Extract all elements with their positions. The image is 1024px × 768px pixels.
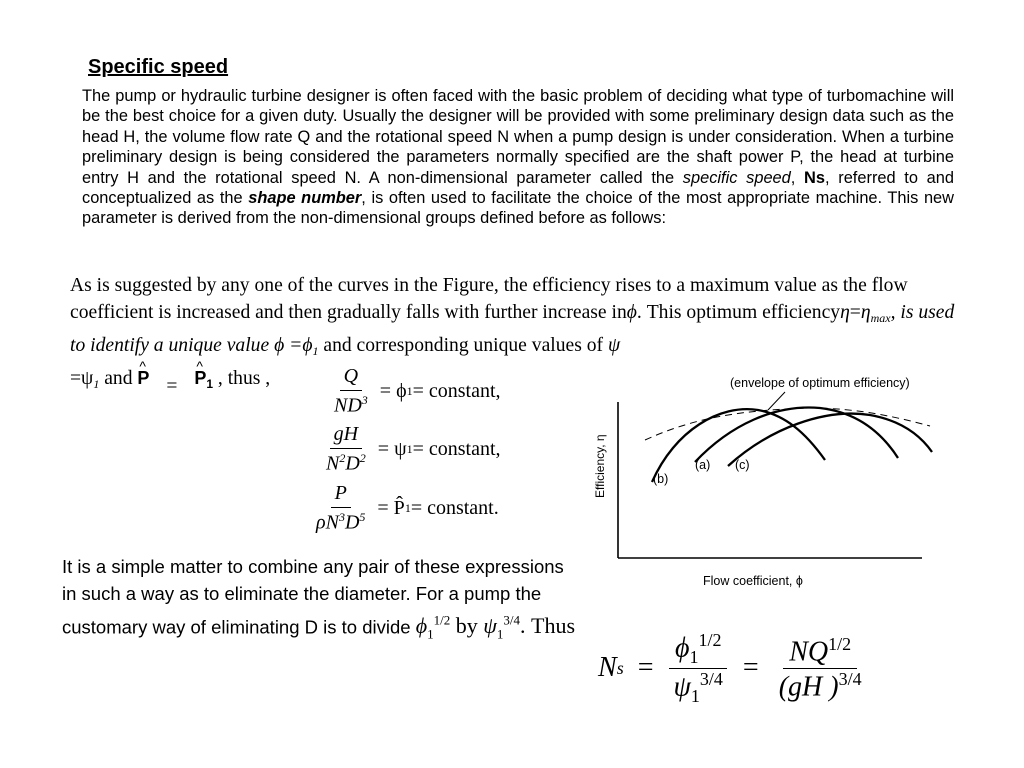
den-exponent-2: 5 bbox=[359, 510, 366, 524]
optimum-italic-text: , is used to identify a unique value bbox=[70, 302, 955, 356]
gh-text: (gH ) bbox=[778, 671, 839, 703]
ns-symbol: N bbox=[598, 652, 617, 684]
fraction-numerator bbox=[669, 630, 728, 669]
den-text-2: D bbox=[344, 511, 360, 534]
fraction-p bbox=[312, 482, 369, 535]
psi-subscript: 1 bbox=[690, 685, 700, 706]
envelope-label: (envelope of optimum efficiency) bbox=[730, 376, 910, 390]
thus-text: , thus , bbox=[213, 368, 271, 389]
psi-equals-psi1: =ψ bbox=[70, 368, 94, 389]
fraction-denominator bbox=[668, 669, 729, 707]
fraction-denominator bbox=[322, 449, 370, 476]
specific-speed-formula bbox=[598, 630, 876, 707]
fraction-denominator bbox=[330, 391, 372, 418]
optimum-text-3: and corresponding unique values of bbox=[318, 335, 608, 356]
rhs-constant: = constant. bbox=[410, 496, 499, 519]
phi-exponent: 1/2 bbox=[433, 613, 451, 628]
thus-text: . Thus bbox=[520, 613, 576, 639]
phi-subscript: 1 bbox=[427, 626, 434, 642]
equation-head-coefficient bbox=[322, 423, 501, 476]
rhs-constant: = constant, bbox=[412, 379, 501, 402]
intro-separator: , bbox=[790, 168, 805, 187]
rhs-symbol: = P̂ bbox=[377, 496, 405, 519]
eta-max-symbol: η bbox=[860, 302, 871, 323]
combine-inline-formula bbox=[415, 613, 576, 642]
fraction-numerator bbox=[783, 634, 857, 669]
intro-text-3: , is often used to facilitate the choice of the most appropriate machine. This new parameter is derived from the non-dimensional groups defined before as follows: bbox=[82, 189, 955, 228]
max-subscript: max bbox=[870, 311, 891, 325]
phi-equals-phi1: ϕ =ϕ bbox=[274, 335, 313, 356]
x-axis-label: Flow coefficient, ϕ bbox=[703, 574, 803, 588]
intro-paragraph bbox=[82, 86, 954, 229]
equals-symbol: = bbox=[849, 302, 861, 323]
rhs-subscript: 1 bbox=[406, 441, 413, 456]
term-ns: Ns bbox=[804, 168, 825, 187]
optimum-text-1: As is suggested by any one of the curves in the Figure, the efficiency rises to a maximum value as the flow coefficient is increased and then gradually falls with further increase in bbox=[70, 275, 908, 323]
den-exponent-2: 2 bbox=[359, 451, 366, 465]
equation-flow-coefficient bbox=[330, 365, 501, 418]
fraction-denominator bbox=[773, 669, 868, 703]
phi-subscript: 1 bbox=[689, 646, 699, 667]
curve-c bbox=[728, 414, 932, 466]
intro-text-1: The pump or hydraulic turbine designer is often faced with the basic problem of deciding what type of turbomachine will be the best choice for a given duty. Usually the designer will be provided with some preliminary design data such as the head H, the volume flow rate Q and the rotational speed N when a pump design is under consideration. When a turbine preliminary design is being considered the parameters normally specified are the shaft power P, the head at turbine entry H and the rotational speed N. A non-dimensional parameter called the bbox=[82, 87, 954, 187]
efficiency-chart bbox=[580, 370, 960, 600]
psi-exponent: 3/4 bbox=[699, 668, 723, 689]
den-text: ND bbox=[334, 394, 362, 417]
efficiency-figure bbox=[580, 370, 960, 600]
nq-text: NQ bbox=[789, 635, 829, 667]
by-text: by bbox=[450, 613, 484, 639]
equation-power-coefficient bbox=[312, 482, 499, 535]
fraction-phi-psi bbox=[668, 630, 729, 707]
psi-symbol: ψ bbox=[607, 335, 621, 356]
term-specific-speed: specific speed bbox=[682, 168, 791, 187]
envelope-curve bbox=[645, 408, 930, 440]
fraction-nq-gh bbox=[773, 634, 868, 704]
psi1-subscript: 1 bbox=[93, 377, 100, 391]
fraction-q bbox=[330, 365, 372, 418]
optimum-text-2: . This optimum efficiency bbox=[636, 302, 841, 323]
rhs-symbol: = ϕ bbox=[379, 379, 407, 402]
fraction-denominator bbox=[312, 508, 369, 535]
y-axis-label: Efficiency, η bbox=[593, 434, 607, 498]
ns-subscript: s bbox=[616, 657, 624, 678]
curve-label-c: (c) bbox=[735, 458, 750, 472]
den-exponent-1: 2 bbox=[339, 451, 346, 465]
psi-subscript: 1 bbox=[496, 626, 504, 642]
psi-exponent: 3/4 bbox=[503, 613, 521, 628]
den-text: N bbox=[326, 452, 340, 475]
fraction-numerator: gH bbox=[330, 423, 362, 449]
den-text-2: D bbox=[345, 452, 360, 475]
p-hat-symbol: ^ P bbox=[137, 365, 149, 392]
p1-hat-symbol: ^ P bbox=[194, 365, 206, 392]
psi-symbol: ψ bbox=[483, 613, 497, 639]
page-title: Specific speed bbox=[88, 56, 229, 78]
equals-symbol: = bbox=[637, 652, 654, 684]
equals-symbol-2: = bbox=[742, 652, 759, 684]
curve-label-b: (b) bbox=[653, 472, 669, 486]
curve-label-a: (a) bbox=[695, 458, 711, 472]
combine-text: It is a simple matter to combine any pair of these expressions in such a way as to eliminate the diameter. For a pump the customary way of eliminating D is to divide bbox=[62, 556, 564, 638]
and-text: and bbox=[99, 368, 138, 389]
p1-subscript: 1 bbox=[206, 377, 214, 391]
rhs-symbol: = ψ bbox=[377, 437, 407, 460]
fraction-numerator: P bbox=[331, 482, 351, 508]
rhs-subscript: 1 bbox=[406, 383, 413, 398]
eta-symbol: η bbox=[840, 302, 850, 323]
phi-symbol: ϕ bbox=[674, 632, 690, 664]
nq-exponent: 1/2 bbox=[828, 633, 852, 654]
den-exponent-1: 3 bbox=[338, 510, 345, 524]
term-shape-number: shape number bbox=[248, 189, 362, 208]
intro-text-2: , referred to and conceptualized as the bbox=[82, 168, 955, 208]
rhs-subscript: 1 bbox=[404, 500, 411, 515]
phi1-subscript: 1 bbox=[312, 344, 319, 358]
combine-paragraph bbox=[62, 553, 582, 648]
fraction-numerator: Q bbox=[340, 365, 362, 391]
phi-exponent: 1/2 bbox=[698, 630, 722, 650]
psi-symbol: ψ bbox=[673, 671, 691, 703]
phi-symbol: ϕ bbox=[626, 302, 637, 323]
p-equals-symbol: = bbox=[166, 376, 178, 397]
phi-symbol: ϕ bbox=[415, 613, 428, 639]
gh-exponent: 3/4 bbox=[838, 668, 862, 689]
den-exponent: 3 bbox=[361, 393, 368, 407]
rhs-constant: = constant, bbox=[412, 437, 501, 460]
den-text: ρN bbox=[316, 511, 339, 534]
fraction-gh bbox=[322, 423, 370, 476]
envelope-pointer bbox=[768, 392, 785, 410]
